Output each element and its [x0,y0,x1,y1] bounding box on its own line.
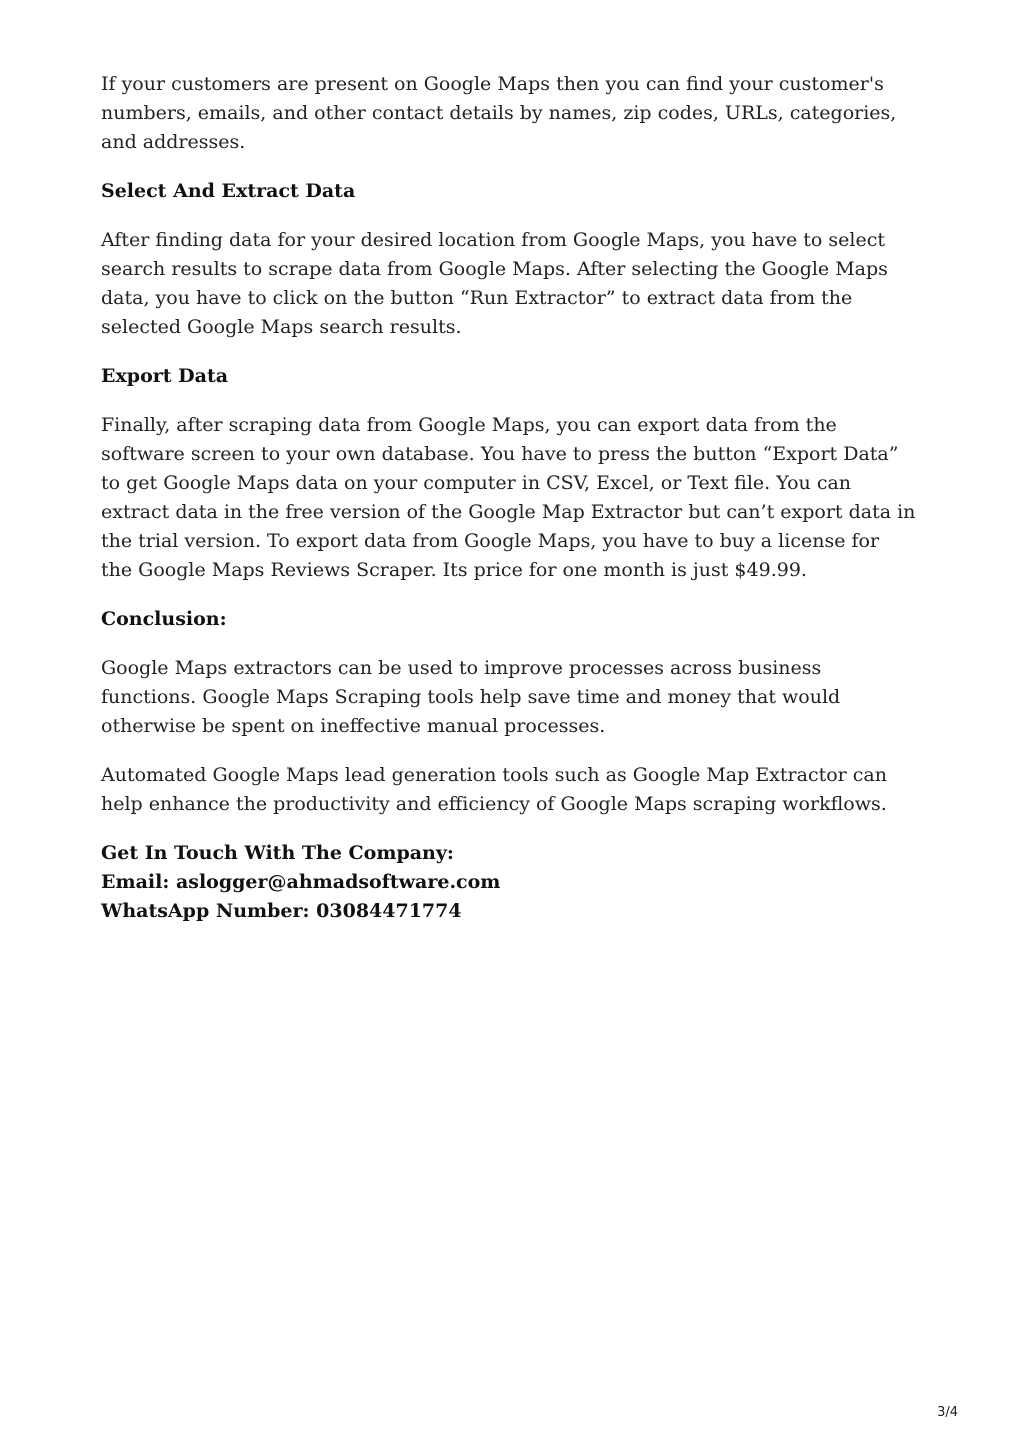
contact-heading: Get In Touch With The Company: [101,842,454,864]
document-page [101,70,916,926]
conclusion-paragraph-2: Automated Google Maps lead generation tools such as Google Map Extractor can help enhance the productivity and efficiency of Google Maps scraping workflows. [101,764,887,815]
conclusion-heading: Conclusion: [101,608,227,630]
contact-block [101,839,916,926]
contact-email: Email: aslogger@ahmadsoftware.com [101,871,501,893]
conclusion-paragraph-1: Google Maps extractors can be used to improve processes across business functions. Google Maps Scraping tools help save time and money that would otherwise be spent on ineffective manual processes. [101,657,841,737]
page-number: 3/4 [937,1405,958,1420]
select-extract-heading: Select And Extract Data [101,180,356,202]
contact-whatsapp: WhatsApp Number: 03084471774 [101,900,462,922]
intro-paragraph: If your customers are present on Google Maps then you can find your customer's numbers, emails, and other contact details by names, zip codes, URLs, categories, and addresses. [101,73,897,153]
export-data-heading: Export Data [101,365,229,387]
export-data-paragraph: Finally, after scraping data from Google Maps, you can export data from the software screen to your own database. You have to press the button “Export Data” to get Google Maps data on your computer in CSV, Excel, or Text file. You can extract data in the free version of the Google Map Extractor but can’t export data in the trial version. To export data from Google Maps, you have to buy a license for the Google Maps Reviews Scraper. Its price for one month is just $49.99. [101,414,916,581]
select-extract-paragraph: After finding data for your desired location from Google Maps, you have to select search results to scrape data from Google Maps. After selecting the Google Maps data, you have to click on the button “Run Extractor” to extract data from the selected Google Maps search results. [101,229,888,338]
